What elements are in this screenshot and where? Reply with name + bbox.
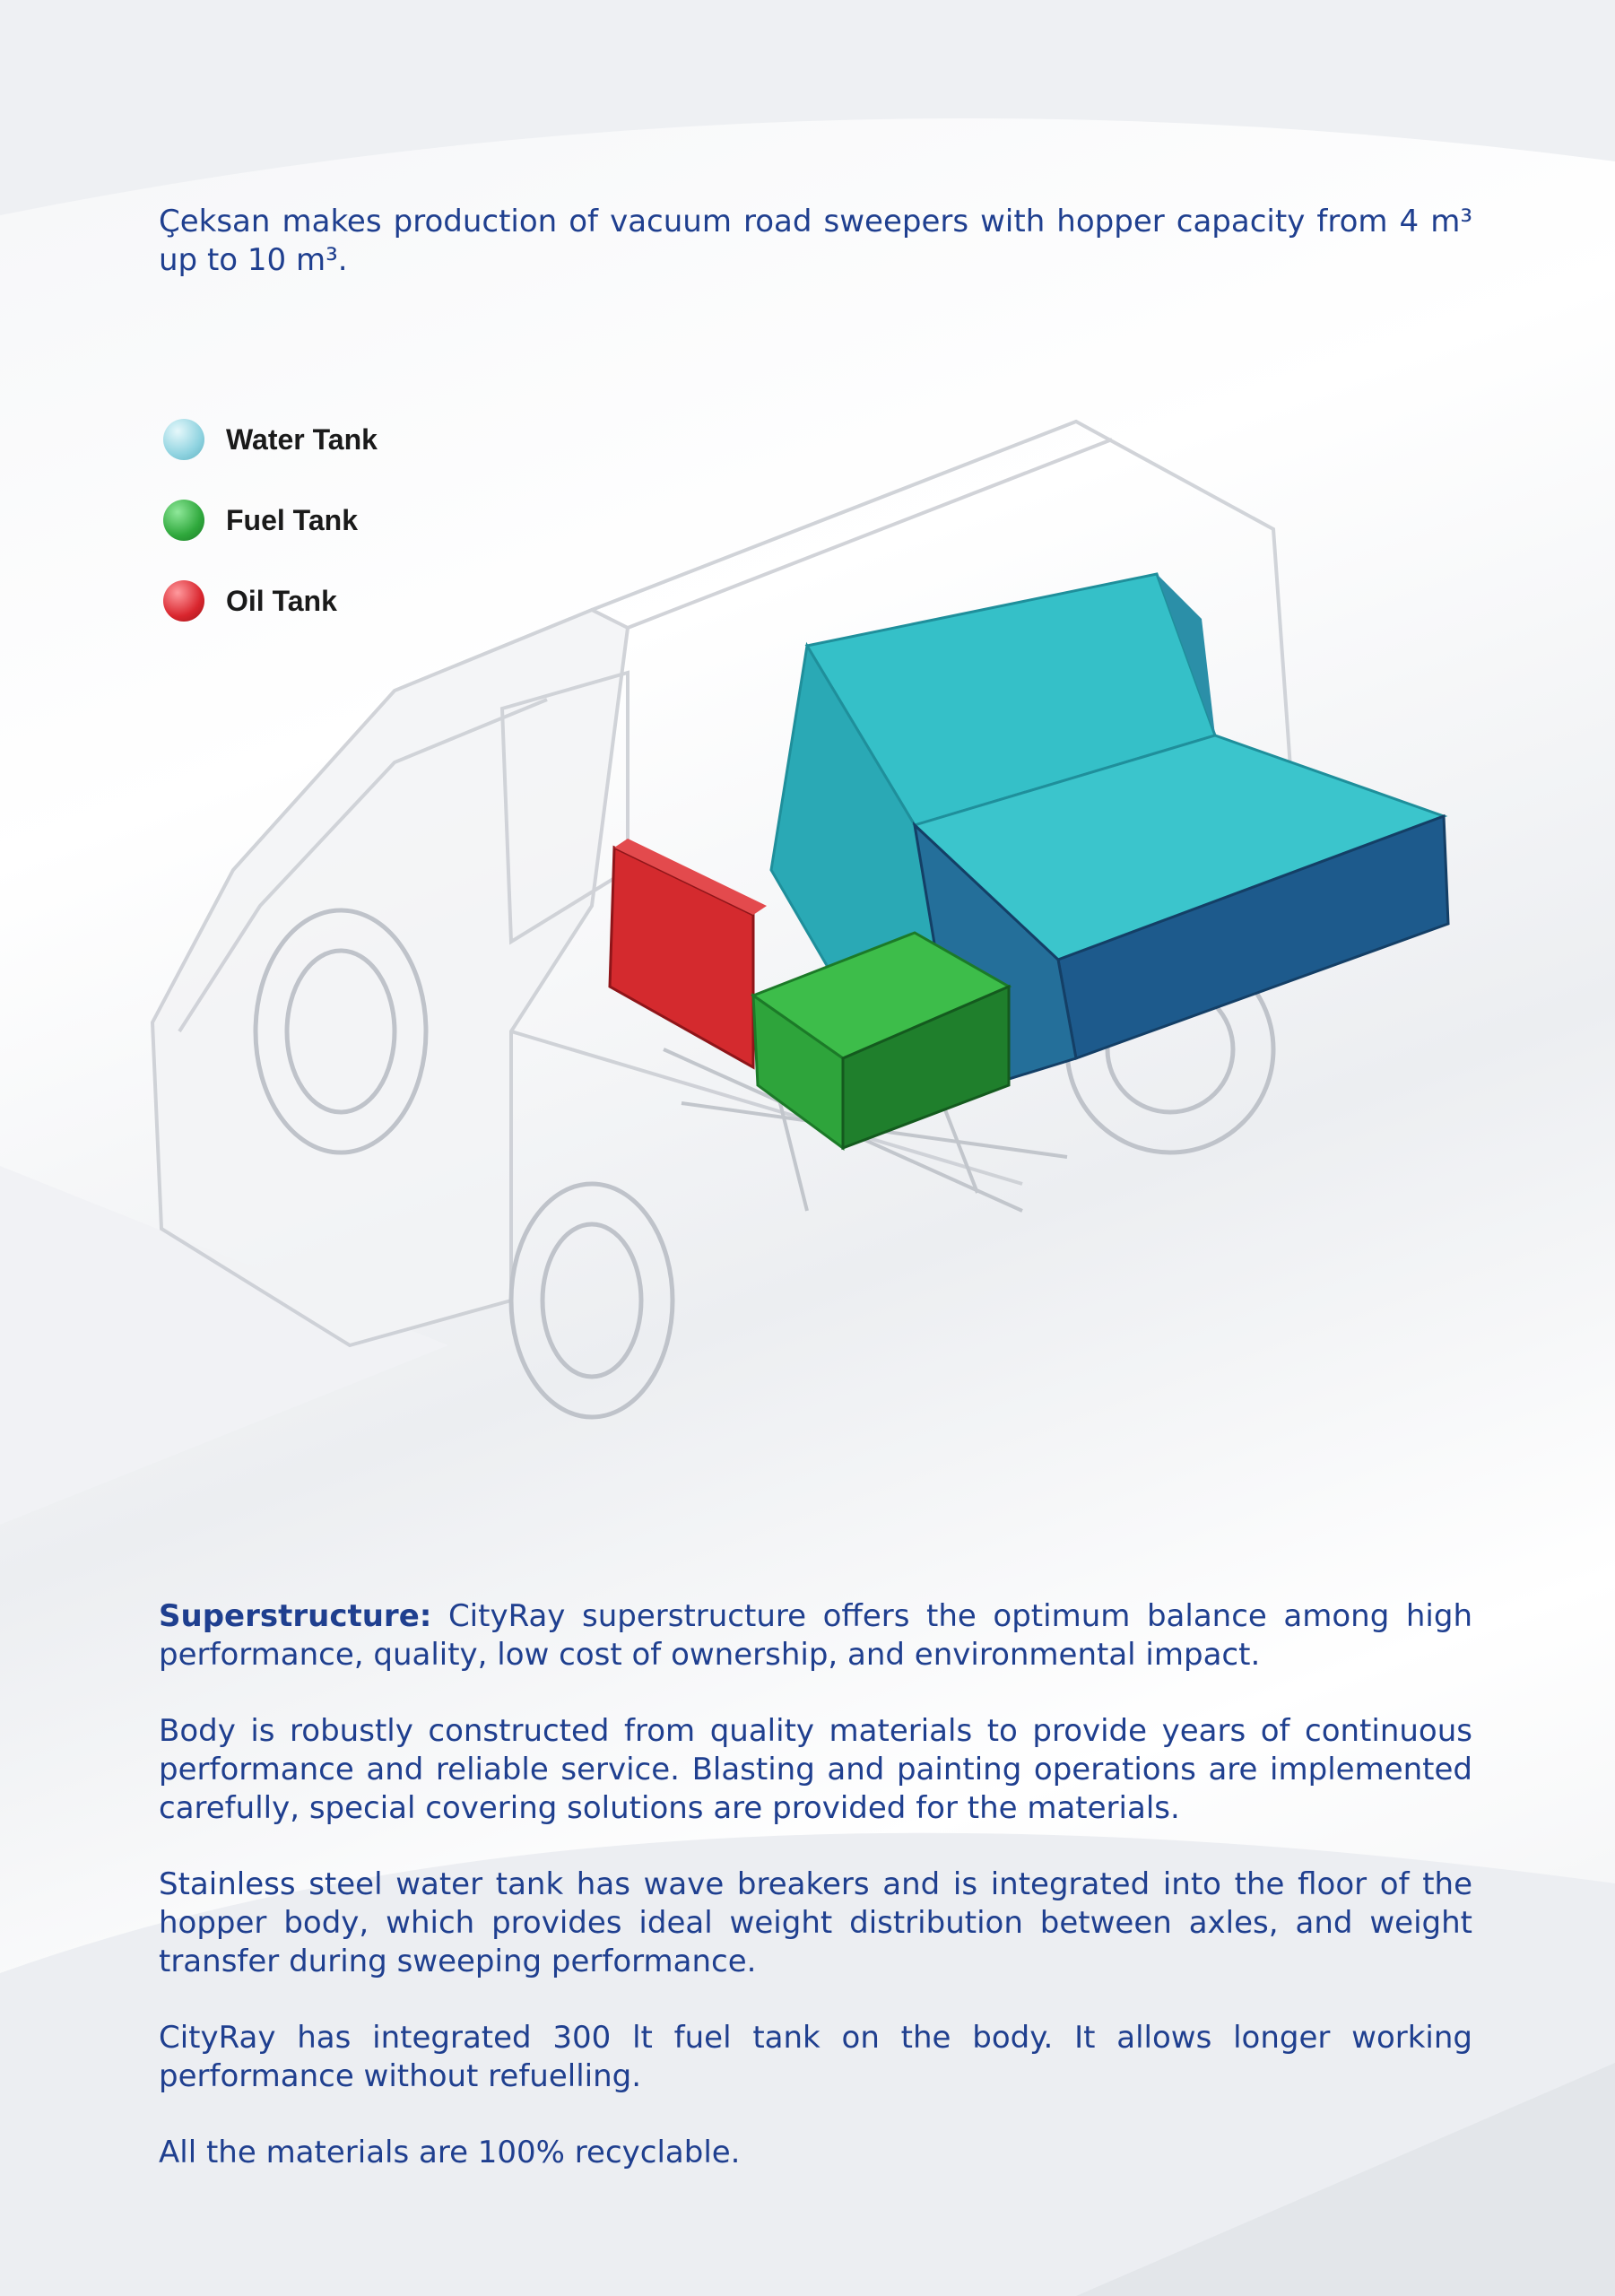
description-section — [159, 1597, 1472, 2210]
superstructure-text: CityRay superstructure offers the optimum balance among high performance, quality, low cost of ownership, and environmental impact. — [159, 1598, 1472, 1673]
sweeper-truck-illustration — [126, 404, 1489, 1507]
legend-label: Fuel Tank — [226, 503, 358, 536]
body-paragraph: Body is robustly constructed from quality materials to provide years of continuous performance and reliable service. Blasting and painting operations are implemented carefully, special covering solutions are provided for the materials. — [159, 1713, 1472, 1826]
legend-label: Oil Tank — [226, 584, 337, 617]
intro-text: Çeksan makes production of vacuum road sweepers with hopper capacity from 4 m³ up to 10 m³. — [159, 204, 1472, 278]
superstructure-paragraph — [159, 1597, 1472, 1674]
legend-label: Water Tank — [226, 422, 378, 456]
fuel-tank-paragraph: CityRay has integrated 300 lt fuel tank on the body. It allows longer working performance without refuelling. — [159, 2020, 1472, 2094]
superstructure-heading: Superstructure: — [159, 1598, 432, 1634]
water-tank-paragraph: Stainless steel water tank has wave breakers and is integrated into the floor of the hopper body, which provides ideal weight distribution between axles, and weight transfer during sweeping performance. — [159, 1866, 1472, 1979]
recyclable-paragraph: All the materials are 100% recyclable. — [159, 2135, 741, 2170]
